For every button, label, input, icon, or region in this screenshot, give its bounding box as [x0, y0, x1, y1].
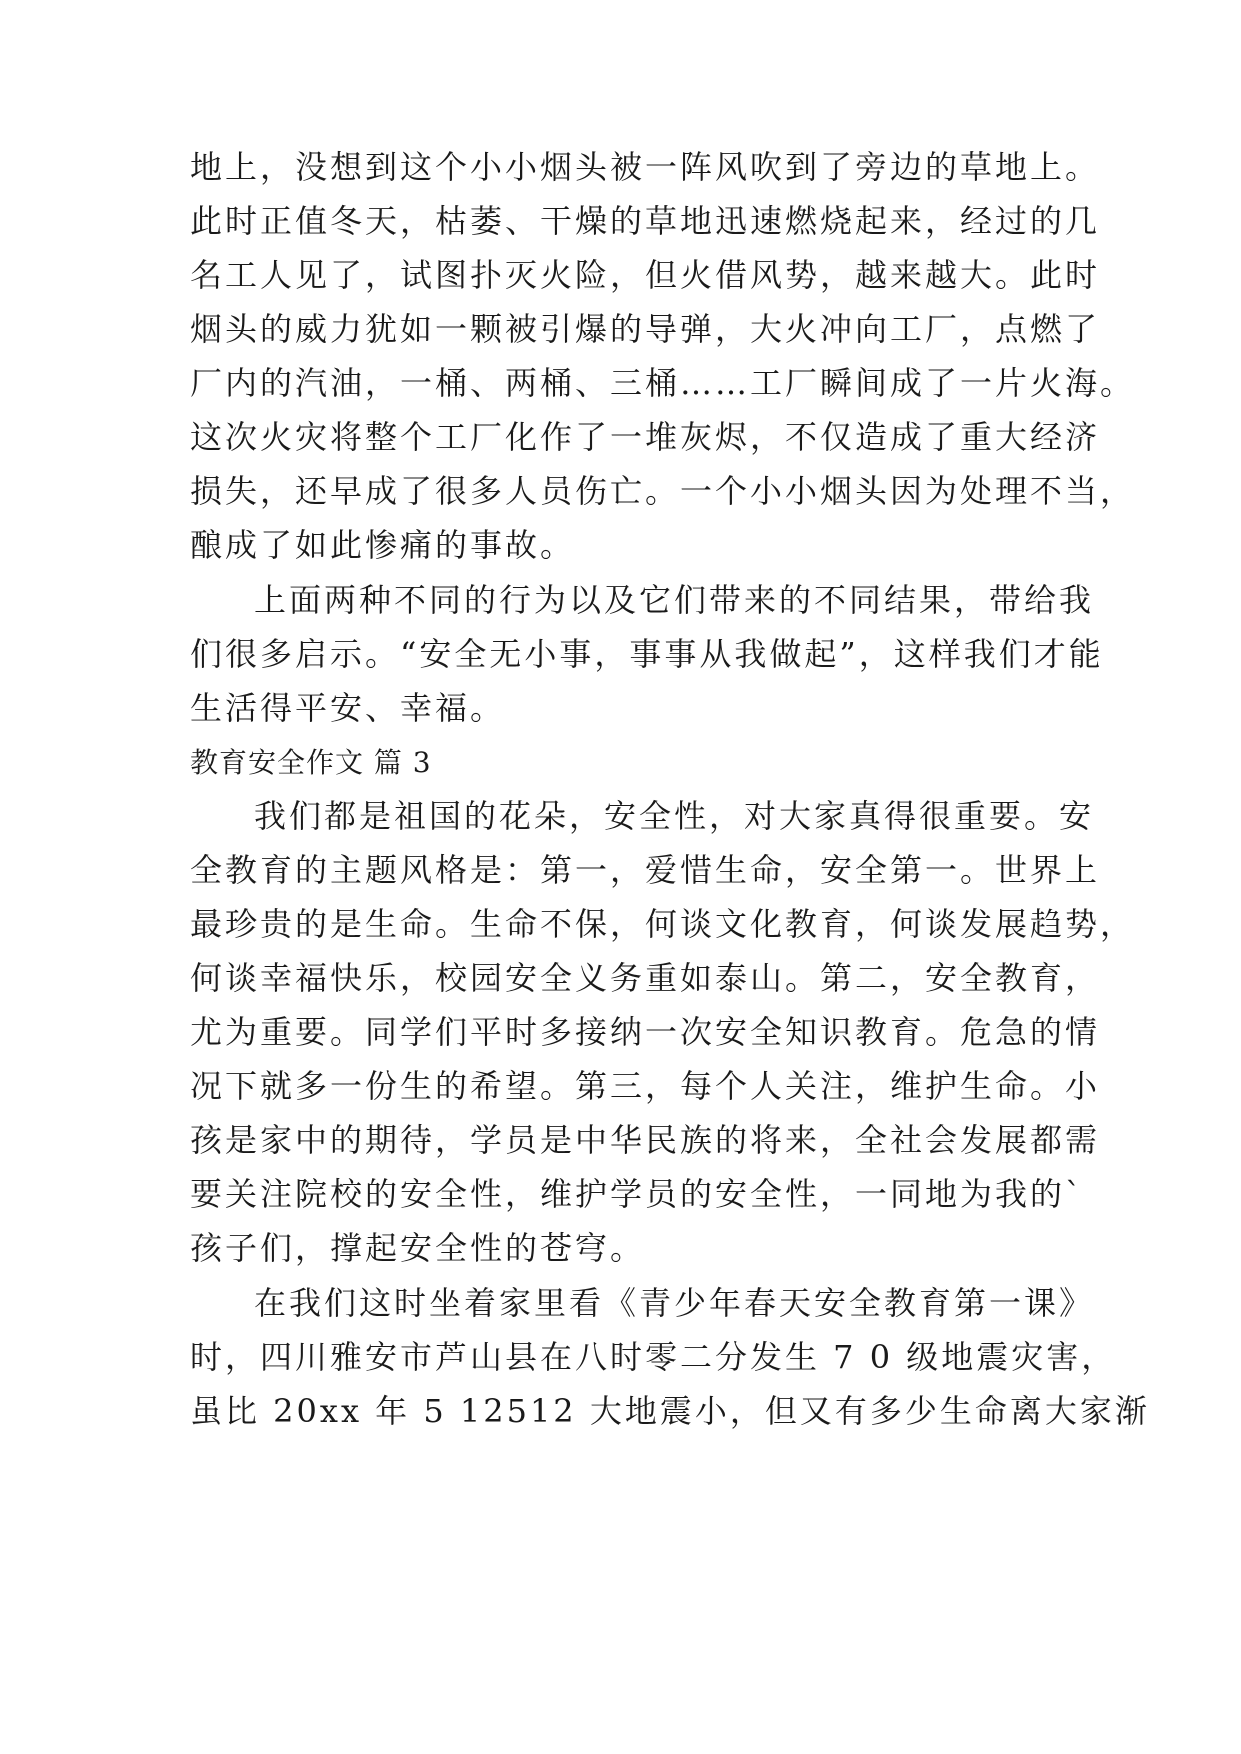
- paragraph-line: 这次火灾将整个工厂化作了一堆灰烬，不仅造成了重大经济: [190, 418, 1101, 456]
- paragraph-line: 况下就多一份生的希望。第三，每个人关注，维护生命。小: [190, 1067, 1101, 1105]
- paragraph-line: 孩子们，撑起安全性的苍穹。: [190, 1229, 646, 1267]
- paragraph-line: 上面两种不同的行为以及它们带来的不同结果，带给我: [254, 581, 1095, 619]
- paragraph-line: 何谈幸福快乐，校园安全义务重如泰山。第二，安全教育，: [190, 959, 1101, 997]
- paragraph-line: 名工人见了，试图扑灭火险，但火借风势，越来越大。此时: [190, 256, 1101, 294]
- paragraph-line: 们很多启示。“安全无小事，事事从我做起”，这样我们才能: [190, 635, 1104, 673]
- paragraph-line: 厂内的汽油，一桶、两桶、三桶……工厂瞬间成了一片火海。: [190, 364, 1136, 402]
- paragraph-line: 尤为重要。同学们平时多接纳一次安全知识教育。危急的情: [190, 1013, 1101, 1051]
- paragraph-line: 在我们这时坐着家里看《青少年春天安全教育第一课》: [254, 1284, 1095, 1322]
- paragraph-line: 要关注院校的安全性，维护学员的安全性，一同地为我的`: [190, 1175, 1085, 1213]
- paragraph-line: 孩是家中的期待，学员是中华民族的将来，全社会发展都需: [190, 1121, 1101, 1159]
- paragraph-line: 时，四川雅安市芦山县在八时零二分发生 7 0 级地震灾害，: [190, 1338, 1117, 1376]
- section-heading: 教育安全作文 篇 3: [190, 746, 432, 779]
- paragraph-line: 地上，没想到这个小小烟头被一阵风吹到了旁边的草地上。: [190, 148, 1101, 186]
- paragraph-line: 最珍贵的是生命。生命不保，何谈文化教育，何谈发展趋势，: [190, 905, 1136, 943]
- paragraph-line: 全教育的主题风格是：第一，爱惜生命，安全第一。世界上: [190, 851, 1101, 889]
- paragraph-line: 酿成了如此惨痛的事故。: [190, 526, 576, 564]
- paragraph-line: 此时正值冬天，枯萎、干燥的草地迅速燃烧起来，经过的几: [190, 202, 1101, 240]
- paragraph-line: 虽比 20xx 年 5 12512 大地震小，但又有多少生命离大家渐: [190, 1392, 1150, 1430]
- paragraph-line: 我们都是祖国的花朵，安全性，对大家真得很重要。安: [254, 797, 1095, 835]
- paragraph-line: 生活得平安、幸福。: [190, 689, 506, 727]
- paragraph-line: 损失，还早成了很多人员伤亡。一个小小烟头因为处理不当，: [190, 472, 1136, 510]
- paragraph-line: 烟头的威力犹如一颗被引爆的导弹，大火冲向工厂，点燃了: [190, 310, 1101, 348]
